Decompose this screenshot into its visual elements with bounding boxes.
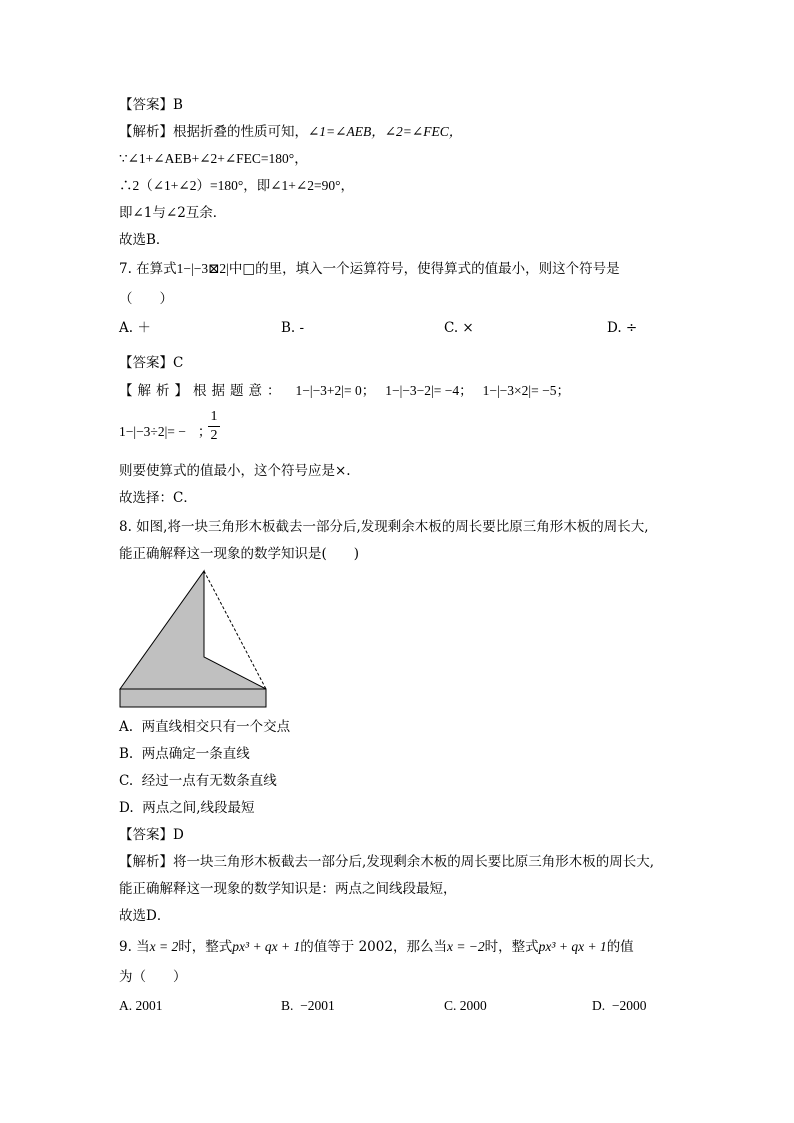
q8-stem-line2: 能正确解释这一现象的数学知识是( ) bbox=[119, 546, 360, 562]
q8-option-a: A. 两直线相交只有一个交点 bbox=[119, 719, 291, 735]
fraction-numerator: 1 bbox=[210, 409, 218, 424]
q8-option-d: D. 两点之间,线段最短 bbox=[119, 800, 255, 816]
board-base bbox=[120, 689, 266, 707]
triangle-board-figure bbox=[118, 568, 270, 714]
q7-option-b: B. - bbox=[281, 320, 305, 336]
q7-option-d: D. ÷ bbox=[607, 320, 638, 336]
q8-analysis-line2: 能正确解释这一现象的数学知识是：两点之间线段最短， bbox=[119, 881, 457, 897]
q6-conclusion: 即∠1与∠2互余． bbox=[119, 205, 227, 221]
q9-stem-line2: 为（ ） bbox=[119, 969, 187, 985]
q9-option-a: A. 2001 bbox=[119, 998, 163, 1013]
q6-answer: 【答案】B bbox=[119, 97, 183, 113]
fraction-bar bbox=[208, 426, 220, 427]
q9-stem-line1: 9. 当x = 2时，整式px³ + qx + 1的值等于 2002，那么当x = −2时，整式px³ + qx + 1的值 bbox=[119, 939, 634, 955]
q7-option-c: C. × bbox=[444, 320, 474, 336]
q7-fraction bbox=[208, 409, 220, 444]
q9-option-b: B. −2001 bbox=[281, 998, 335, 1013]
q7-analysis: 【解析】根据题意： 1−|−3+2|= 0； 1−|−3−2|= −4； 1−|−3×2|= −5； bbox=[119, 383, 570, 399]
q7-choose: 故选择：C． bbox=[119, 490, 197, 506]
q8-stem-line1: 8. 如图,将一块三角形木板截去一部分后,发现剩余木板的周长要比原三角形木板的周长大, bbox=[119, 519, 649, 535]
q8-option-c: C. 经过一点有无数条直线 bbox=[119, 773, 277, 789]
q8-choose: 故选D． bbox=[119, 908, 171, 924]
q6-because: ∵∠1+∠AEB+∠2+∠FEC=180°， bbox=[119, 151, 308, 166]
q8-answer: 【答案】D bbox=[119, 827, 184, 843]
q6-analysis: 【解析】根据折叠的性质可知，∠1=∠AEB，∠2=∠FEC， bbox=[119, 124, 463, 140]
q8-option-b: B. 两点确定一条直线 bbox=[119, 746, 250, 762]
q7-calc4: 1−|−3÷2|= − ； bbox=[119, 424, 212, 439]
q6-therefore: ∴2（∠1+∠2）=180°，即∠1+∠2=90°， bbox=[119, 178, 354, 193]
q7-option-a: A. ＋ bbox=[119, 320, 151, 336]
q7-answer: 【答案】C bbox=[119, 355, 184, 371]
q8-analysis-line1: 【解析】将一块三角形木板截去一部分后,发现剩余木板的周长要比原三角形木板的周长大, bbox=[119, 854, 655, 870]
q6-choose: 故选B． bbox=[119, 232, 170, 248]
remaining-board bbox=[120, 571, 266, 689]
q9-option-c: C. 2000 bbox=[444, 998, 487, 1013]
q9-option-d: D. −2000 bbox=[592, 998, 647, 1013]
q7-conclusion: 则要使算式的值最小，这个符号应是×. bbox=[119, 463, 351, 479]
q7-blank: （ ） bbox=[119, 291, 173, 307]
q7-stem: 7. 在算式1−|−3⊠2|中□的里，填入一个运算符号，使得算式的值最小，则这个符号是 bbox=[119, 261, 620, 277]
fraction-denominator: 2 bbox=[210, 428, 218, 443]
